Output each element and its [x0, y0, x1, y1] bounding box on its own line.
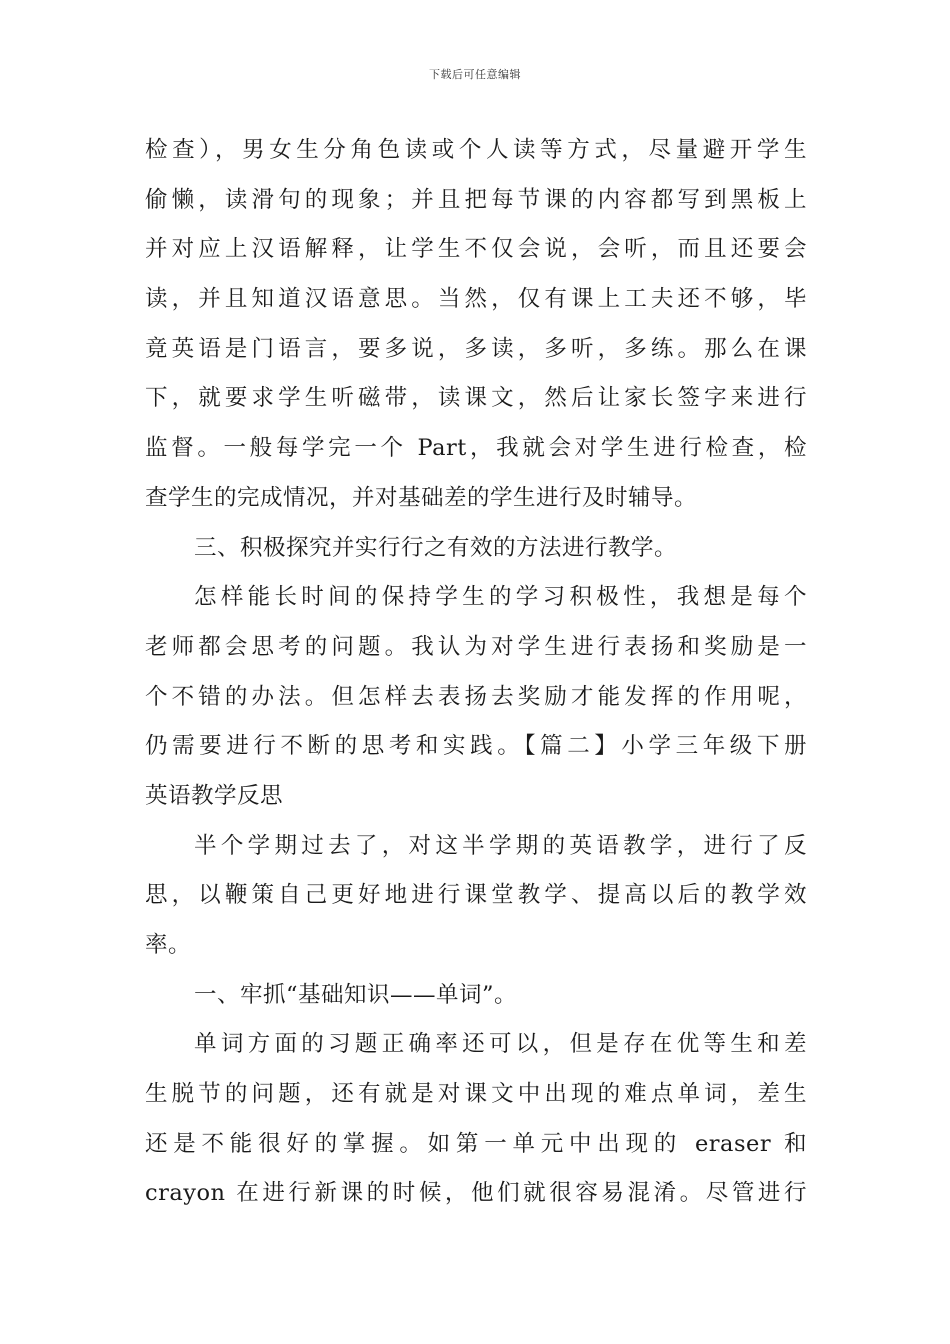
text-line: 生脱节的问题，还有就是对课文中出现的难点单词，差生 — [145, 1081, 807, 1108]
text-line: 老师都会思考的问题。我认为对学生进行表扬和奖励是一 — [145, 633, 807, 660]
text-line: crayon 在进行新课的时候，他们就很容易混淆。尽管进行 — [145, 1180, 807, 1207]
text-line: 偷懒，读滑句的现象；并且把每节课的内容都写到黑板上 — [145, 186, 807, 213]
text-line: 仍需要进行不断的思考和实践。【篇二】小学三年级下册 — [145, 733, 807, 760]
text-line: 个不错的办法。但怎样去表扬去奖励才能发挥的作用呢， — [145, 683, 807, 710]
text-line: 竟英语是门语言，要多说，多读，多听，多练。那么在课 — [145, 335, 807, 362]
text-line: 怎样能长时间的保持学生的学习积极性，我想是每个 — [194, 584, 807, 611]
section-heading: 三、积极探究并实行行之有效的方法进行教学。 — [194, 534, 678, 561]
text-line: 率。 — [145, 932, 192, 958]
body-text — [145, 126, 807, 1219]
text-line: 检查），男女生分角色读或个人读等方式，尽量避开学生 — [145, 137, 807, 163]
text-line: 思，以鞭策自己更好地进行课堂教学、提高以后的教学效 — [145, 882, 807, 909]
text-line: 半个学期过去了，对这半学期的英语教学，进行了反 — [194, 832, 807, 859]
page-header: 下载后可任意编辑 — [429, 68, 521, 81]
text-line: 英语教学反思 — [145, 782, 284, 809]
text-line: 还是不能很好的掌握。如第一单元中出现的 eraser 和 — [145, 1130, 807, 1157]
text-line: 并对应上汉语解释，让学生不仅会说，会听，而且还要会 — [145, 236, 807, 263]
text-line: 监督。一般每学完一个 Part，我就会对学生进行检查，检 — [145, 435, 807, 462]
section-heading: 一、牢抓“基础知识——单词”。 — [194, 981, 518, 1008]
text-line: 单词方面的习题正确率还可以，但是存在优等生和差 — [194, 1031, 807, 1058]
text-line: 下，就要求学生听磁带，读课文，然后让家长签字来进行 — [145, 385, 807, 412]
text-line: 读，并且知道汉语意思。当然，仅有课上工夫还不够，毕 — [145, 286, 807, 313]
text-line: 查学生的完成情况，并对基础差的学生进行及时辅导。 — [145, 484, 698, 511]
